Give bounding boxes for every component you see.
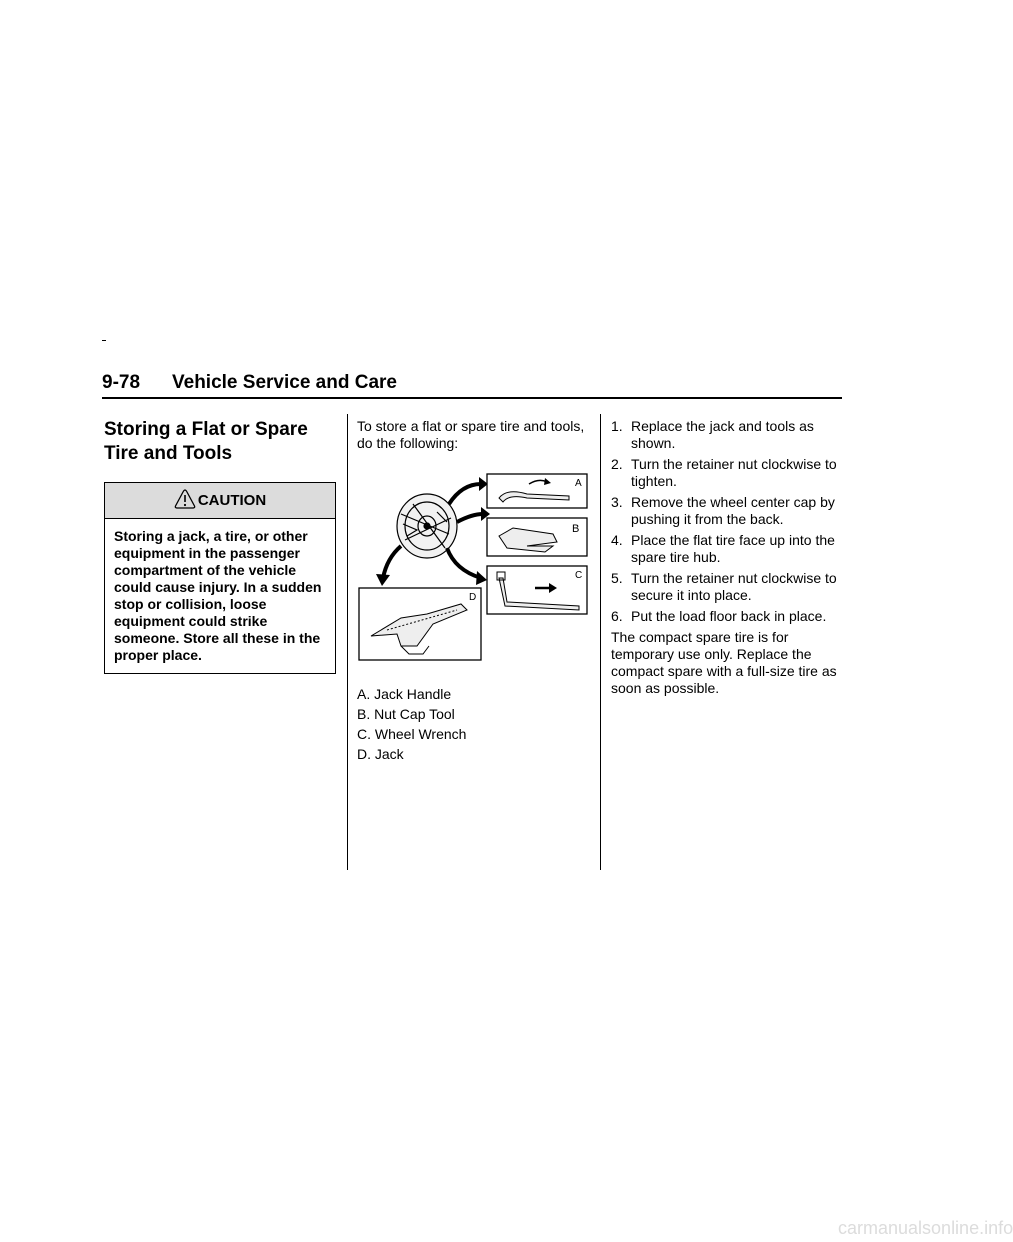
column-right xyxy=(611,418,843,697)
legend-item: D. Jack xyxy=(357,746,404,762)
step-number: 3. xyxy=(611,494,623,510)
step-text: Place the flat tire face up into the spare tire hub. xyxy=(631,532,835,565)
warning-triangle-icon xyxy=(174,489,196,509)
box-nut-cap-tool xyxy=(487,518,587,556)
column-divider xyxy=(347,414,348,870)
column-divider xyxy=(600,414,601,870)
crop-mark xyxy=(102,340,106,341)
figure-label-d: D xyxy=(469,592,477,603)
step-number: 6. xyxy=(611,608,623,624)
caution-heading: CAUTION xyxy=(197,492,267,509)
step-item xyxy=(611,494,843,528)
box-jack xyxy=(359,588,481,660)
step-item xyxy=(611,570,843,604)
page-header xyxy=(102,371,842,399)
caution-text: Storing a jack, a tire, or other equipment in the passenger compartment of the vehicle could cause injury. In a sudden stop or collision, loose equipment could strike someone. Store all these in the proper place. xyxy=(114,528,322,663)
column-left xyxy=(104,418,336,674)
watermark: carmanualsonline.info xyxy=(838,1218,1013,1238)
figure-label-b: B xyxy=(572,523,580,535)
step-text: Turn the retainer nut clockwise to tighten. xyxy=(631,456,837,489)
step-text: Remove the wheel center cap by pushing it from the back. xyxy=(631,494,835,527)
box-wheel-wrench xyxy=(487,566,587,614)
step-item xyxy=(611,532,843,566)
legend-item: B. Nut Cap Tool xyxy=(357,706,455,722)
step-number: 1. xyxy=(611,418,623,434)
step-item xyxy=(611,456,843,490)
page-number: 9-78 xyxy=(102,372,141,393)
column-middle xyxy=(357,418,589,766)
legend-item: A. Jack Handle xyxy=(357,686,452,702)
step-text: Replace the jack and tools as shown. xyxy=(631,418,814,451)
note-text: The compact spare tire is for temporary use only. Replace the compact spare with a full-size tire as soon as possible. xyxy=(611,629,837,696)
legend-item: C. Wheel Wrench xyxy=(357,726,467,742)
step-item xyxy=(611,608,843,625)
figure-label-c: C xyxy=(575,570,583,581)
step-number: 4. xyxy=(611,532,623,548)
chapter-title: Vehicle Service and Care xyxy=(172,372,397,393)
figure-label-a: A xyxy=(575,478,582,489)
box-jack-handle xyxy=(487,474,587,508)
step-text: Turn the retainer nut clockwise to secure it into place. xyxy=(631,570,837,603)
step-item xyxy=(611,418,843,452)
step-text: Put the load floor back in place. xyxy=(631,608,827,624)
tool-storage-figure xyxy=(357,474,589,662)
section-title: Storing a Flat or Spare Tire and Tools xyxy=(104,419,308,464)
step-number: 5. xyxy=(611,570,623,586)
tool-storage-illustration xyxy=(357,474,589,662)
caution-header xyxy=(105,483,335,519)
intro-text: To store a flat or spare tire and tools, do the following: xyxy=(357,418,585,451)
caution-box xyxy=(104,482,336,674)
step-number: 2. xyxy=(611,456,623,472)
